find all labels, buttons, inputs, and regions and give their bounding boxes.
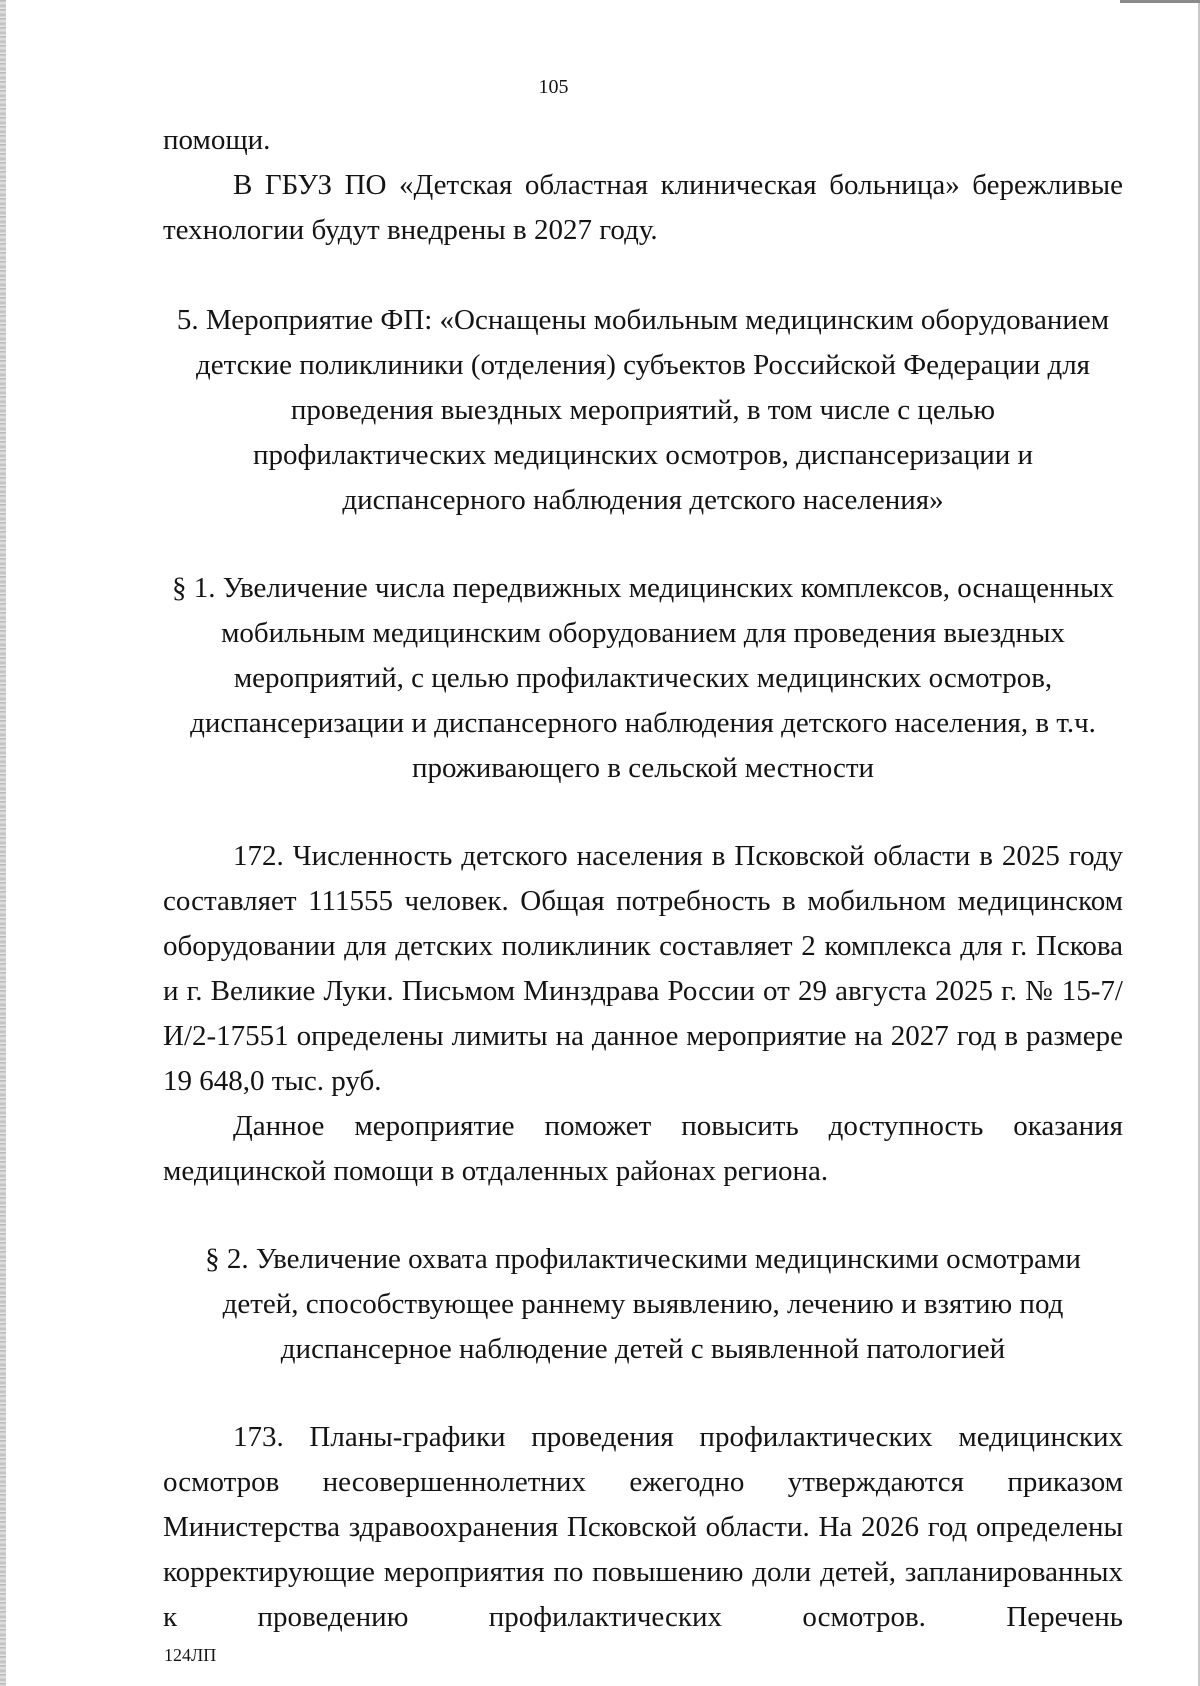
heading-event-5: 5. Мероприятие ФП: «Оснащены мобильным медицинским оборудованием детские поликлиники (отделения) субъектов Российской Федерации для проведения выездных мероприятий, в том числе с целью профилактических медицинских осмотров, диспансеризации и диспансерного наблюдения детского населения»: [176, 304, 1110, 516]
spacer: [163, 1372, 1123, 1415]
spacer: [163, 253, 1123, 298]
paragraph-continuation: помощи.: [163, 124, 271, 156]
spacer: [163, 791, 1123, 834]
scan-edge-top-right: [1120, 0, 1200, 3]
paragraph-173: 173. Планы-графики проведения профилактических медицинских осмотров несовершеннолетних ежегодно утверждаются приказом Министерства здравоохранения Псковской области. На 2026 год определены корректирующие мероприятия по повышению доли детей, запланированных к проведению профилактических осмотров. Перечень: [163, 1421, 1123, 1633]
paragraph-gbuz: В ГБУЗ ПО «Детская областная клиническая больница» бережливые технологии будут внедрены в 2027 году.: [163, 169, 1123, 246]
page-number: 105: [538, 76, 569, 98]
paragraph-172: 172. Численность детского населения в Псковской области в 2025 году составляет 111555 человек. Общая потребность в мобильном медицинском оборудовании для детских поликлиник составляет 2 комплекса для г. Пскова и г. Великие Луки. Письмом Минздрава России от 29 августа 2025 г. № 15-7/И/2-17551 определены лимиты на данное мероприятие на 2027 год в размере 19 648,0 тыс. руб.: [163, 840, 1123, 1097]
heading-section-2: § 2. Увеличение охвата профилактическими медицинскими осмотрами детей, способствующее раннему выявлению, лечению и взятию под диспансерное наблюдение детей с выявленной патологией: [205, 1243, 1081, 1365]
spacer: [163, 523, 1123, 566]
heading-section-1: § 1. Увеличение числа передвижных медицинских комплексов, оснащенных мобильным медицинским оборудованием для проведения выездных мероприятий, с целью профилактических медицинских осмотров, диспансеризации и диспансерного наблюдения детского населения, в т.ч. проживающего в сельской местности: [171, 572, 1115, 784]
spacer: [163, 1194, 1123, 1237]
scan-edge-left: [0, 0, 6, 1686]
document-body: [163, 118, 1123, 1640]
footer-document-code: 124ЛП: [164, 1645, 217, 1665]
paragraph-accessibility: Данное мероприятие поможет повысить доступность оказания медицинской помощи в отдаленных районах региона.: [163, 1110, 1123, 1187]
